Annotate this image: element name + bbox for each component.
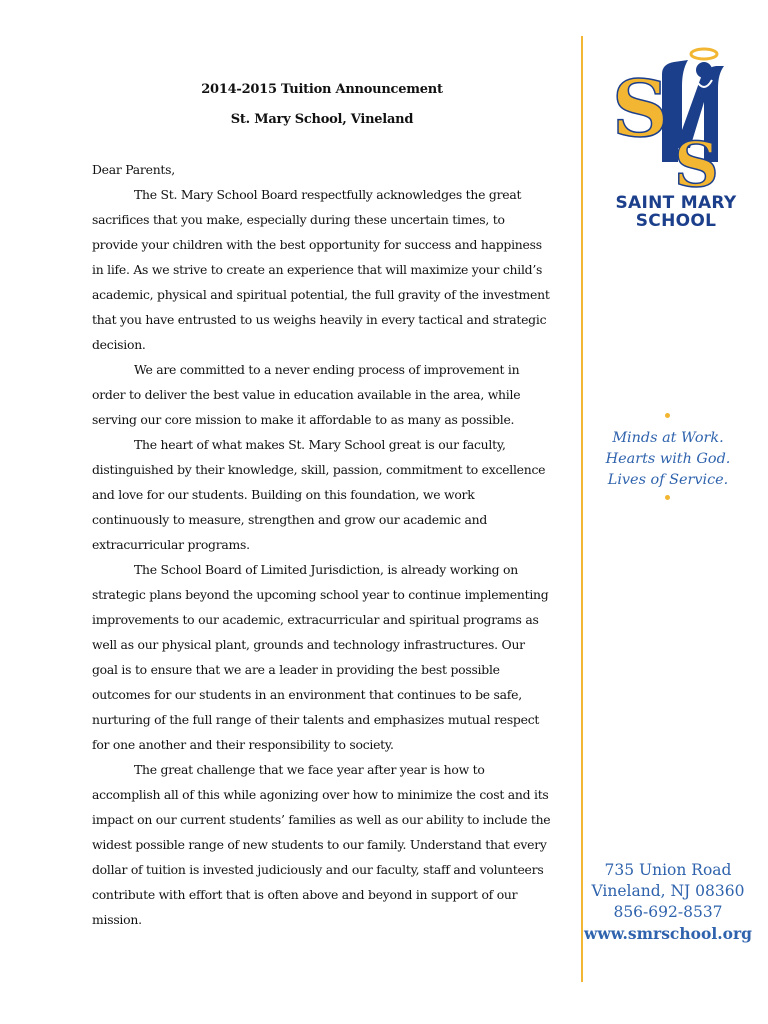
address-street: 735 Union Road <box>604 861 732 879</box>
paragraph-3: The heart of what makes St. Mary School great is our faculty, distinguished by their knowledge, skill, passion, commitment to excellence and love for our students. Building on this foundation, we work continuously to measure, strengthen and grow our academic and extracurricular programs. <box>92 437 546 552</box>
school-name-line-1: SAINT MARY <box>615 193 737 213</box>
school-name-line-2: SCHOOL <box>635 211 717 231</box>
address-city: Vineland, NJ 08360 <box>591 882 745 900</box>
phone-number: 856-692-8537 <box>613 903 723 921</box>
paragraph-1: The St. Mary School Board respectfully acknowledges the great sacrifices that you make, especially during these uncertain times, to provide your children with the best opportunity for success and happiness in life. As we strive to create an experience that will maximize your child’s academic, physical and spiritual potential, the full gravity of the investment that you have entrusted to us weighs heavily in every tactical and strategic decision. <box>92 187 550 352</box>
website-link[interactable]: www.smrschool.org <box>584 924 752 943</box>
svg-text:S: S <box>612 64 669 155</box>
paragraph-4: The School Board of Limited Jurisdiction, is already working on strategic plans beyond the upcoming school year to continue implementing improvements to our academic, extracurricular and spiritual programs as well as our physical plant, grounds and technology infrastructures. Our goal is to ensure that we are a leader in providing the best possible outcomes for our students in an environment that continues to be safe, nurturing of the full range of their talents and emphasizes mutual respect for one another and their responsibility to society. <box>92 562 549 752</box>
svg-text:S: S <box>674 128 719 188</box>
accent-dot-top <box>665 413 670 418</box>
motto-line-1: Minds at Work. <box>612 430 724 446</box>
sms-monogram-logo-icon <box>608 40 744 188</box>
letter-subtitle: St. Mary School, Vineland <box>230 112 414 127</box>
motto-line-2: Hearts with God. <box>605 451 731 467</box>
paragraph-2: We are committed to a never ending process of improvement in order to deliver the best value in education available in the area, while serving our core mission to make it affordable to as many as possible. <box>92 362 521 427</box>
letter-title: 2014-2015 Tuition Announcement <box>201 82 443 97</box>
paragraph-5: The great challenge that we face year after year is how to accomplish all of this while agonizing over how to minimize the cost and its impact on our current students’ families as well as our ability to include the widest possible range of new students to our family. Understand that every dollar of tuition is invested judiciously and our faculty, staff and volunteers contribute with effort that is often above and beyond in support of our mission. <box>92 762 551 927</box>
sidebar <box>584 0 768 1024</box>
letter-body <box>92 80 552 932</box>
motto-line-3: Lives of Service. <box>607 472 729 488</box>
accent-dot-bottom <box>665 495 670 500</box>
salutation: Dear Parents, <box>92 162 175 177</box>
vertical-divider <box>581 36 583 982</box>
